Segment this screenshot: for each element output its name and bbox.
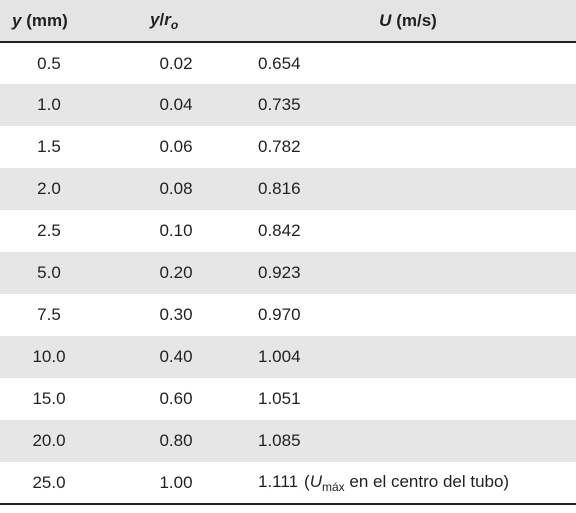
- table-row: [0, 84, 576, 126]
- cell-u-with-note: [258, 462, 576, 504]
- cell-u: 0.816: [258, 179, 301, 198]
- cell-y: 20.0: [32, 431, 66, 450]
- cell-y-ro: 0.10: [159, 221, 193, 240]
- cell-y-ro: 0.02: [159, 53, 193, 73]
- header-yr-sub: o: [170, 17, 179, 32]
- cell-y: 10.0: [32, 347, 66, 366]
- header-yr-slash: /: [159, 9, 165, 29]
- cell-y-ro: 0.80: [159, 431, 193, 450]
- cell-y-ro: 0.60: [159, 389, 193, 408]
- cell-y: 2.5: [37, 221, 61, 240]
- cell-y: 5.0: [37, 263, 61, 282]
- table-row: [0, 126, 576, 168]
- cell-y-ro: 0.40: [159, 347, 193, 366]
- cell-y-ro: 0.30: [159, 305, 193, 324]
- cell-y-ro: 1.00: [150, 462, 258, 504]
- cell-y-ro: 0.04: [159, 95, 193, 114]
- note-text: en el centro del tubo): [344, 471, 510, 491]
- cell-y: 7.5: [37, 305, 61, 324]
- cell-y: 25.0: [0, 462, 150, 504]
- table-row: [0, 210, 576, 252]
- cell-u: 1.085: [258, 431, 301, 450]
- header-y-symbol: y: [12, 10, 22, 30]
- note-u-subscript: máx: [321, 479, 345, 494]
- table-row: [0, 378, 576, 420]
- cell-u: 0.654: [258, 53, 301, 73]
- header-u-unit: (m/s): [396, 10, 437, 30]
- table-row: [0, 294, 576, 336]
- table-body: [0, 42, 576, 504]
- table-row: [0, 420, 576, 462]
- cell-y: 0.5: [37, 53, 61, 73]
- header-y: [0, 0, 150, 42]
- cell-u: 0.735: [258, 95, 301, 114]
- table-row: [0, 336, 576, 378]
- cell-u: 0.923: [258, 263, 301, 282]
- table-row: [0, 42, 576, 84]
- note-open-paren: (: [304, 471, 310, 491]
- cell-u: 0.970: [258, 305, 301, 324]
- cell-y: 1.0: [37, 95, 61, 114]
- cell-u: 1.051: [258, 389, 301, 408]
- note-u-symbol: U: [309, 471, 322, 491]
- cell-u: 1.004: [258, 347, 301, 366]
- cell-y: 2.0: [37, 179, 61, 198]
- cell-u: 0.842: [258, 221, 301, 240]
- centerline-note: [304, 471, 510, 494]
- table-row: [0, 168, 576, 210]
- cell-u: 0.782: [258, 137, 301, 156]
- cell-y-ro: 0.06: [159, 137, 193, 156]
- cell-y-ro: 0.08: [159, 179, 193, 198]
- header-y-unit: (mm): [26, 10, 68, 30]
- header-u: [258, 0, 576, 42]
- table-row: [0, 462, 576, 504]
- table-row: [0, 252, 576, 294]
- cell-y-ro: 0.20: [159, 263, 193, 282]
- header-y-over-r: [150, 0, 258, 42]
- header-u-symbol: U: [379, 10, 392, 30]
- cell-y: 15.0: [32, 389, 66, 408]
- table-header-row: [0, 0, 576, 42]
- cell-y: 1.5: [37, 137, 61, 156]
- cell-u-value: 1.111: [258, 471, 299, 491]
- header-yr-y: y: [150, 9, 160, 29]
- header-yr-r: r: [164, 9, 171, 29]
